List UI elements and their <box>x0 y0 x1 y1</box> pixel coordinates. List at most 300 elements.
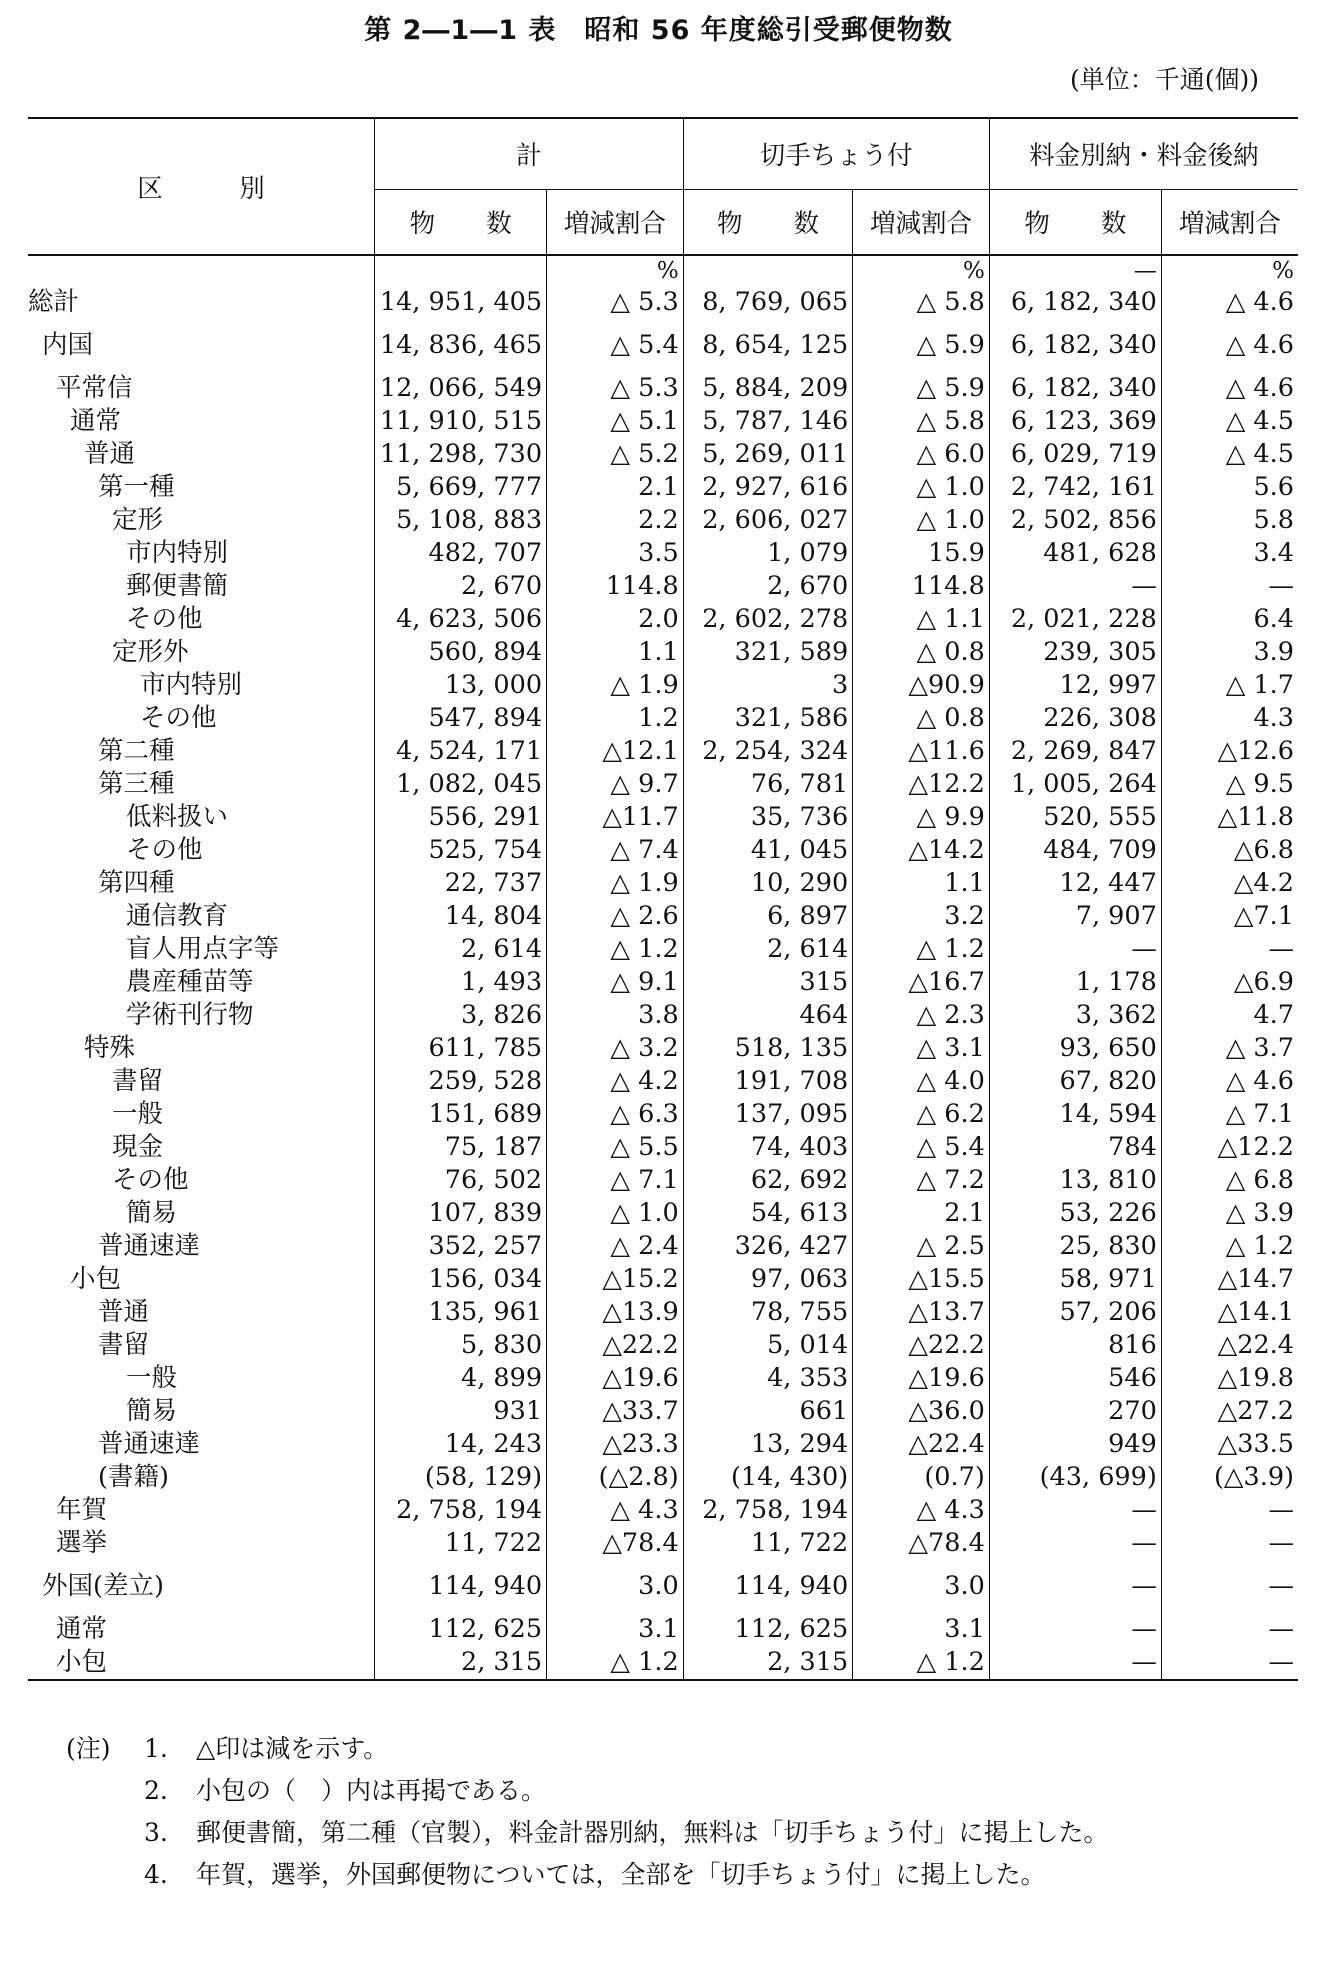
count-cell: 5, 884, 209 <box>683 362 852 405</box>
ratio-cell: 2.2 <box>547 504 684 537</box>
count-cell: 2, 315 <box>375 1646 547 1680</box>
row-category <box>28 801 375 834</box>
ratio-cell: 2.1 <box>853 1197 990 1230</box>
table-row <box>28 1494 1298 1527</box>
unit-label: (単位：千通(個)) <box>1069 65 1259 94</box>
count-cell: 11, 722 <box>683 1527 852 1560</box>
ratio-cell: — <box>1161 570 1298 603</box>
ratio-cell: △ 6.8 <box>1161 1164 1298 1197</box>
count-cell: 2, 606, 027 <box>683 504 852 537</box>
table-row <box>28 1131 1298 1164</box>
ratio-cell: △ 4.6 <box>1161 286 1298 319</box>
count-cell: 35, 736 <box>683 801 852 834</box>
ratio-cell: △ 1.2 <box>1161 1230 1298 1263</box>
percent-unit-row <box>28 255 1298 286</box>
ratio-cell: △33.7 <box>547 1395 684 1428</box>
ratio-cell: △78.4 <box>547 1527 684 1560</box>
row-label: 普通速達 <box>98 1231 201 1261</box>
count-cell: 5, 787, 146 <box>683 405 852 438</box>
count-cell: 2, 602, 278 <box>683 603 852 636</box>
count-cell: 2, 254, 324 <box>683 735 852 768</box>
count-header: 物 数 <box>683 190 852 256</box>
table-row <box>28 1065 1298 1098</box>
ratio-cell: — <box>1161 1494 1298 1527</box>
count-cell: 7, 907 <box>989 900 1161 933</box>
row-category <box>28 834 375 867</box>
row-label: 通常 <box>70 406 122 436</box>
row-category <box>28 1646 375 1680</box>
ratio-cell: △ 6.2 <box>853 1098 990 1131</box>
ratio-cell: 114.8 <box>547 570 684 603</box>
ratio-cell: △ 4.3 <box>547 1494 684 1527</box>
ratio-cell: △ 5.4 <box>547 319 684 362</box>
row-category <box>28 1329 375 1362</box>
row-label: 学術刊行物 <box>126 1000 254 1030</box>
count-cell: 3 <box>683 669 852 702</box>
ratio-cell: △ 3.1 <box>853 1032 990 1065</box>
count-cell: 5, 108, 883 <box>375 504 547 537</box>
count-cell: 560, 894 <box>375 636 547 669</box>
row-label: 盲人用点字等 <box>126 934 280 964</box>
row-category <box>28 405 375 438</box>
ratio-cell: △ 4.3 <box>853 1494 990 1527</box>
count-cell: 611, 785 <box>375 1032 547 1065</box>
count-cell: 661 <box>683 1395 852 1428</box>
ratio-cell: △19.6 <box>853 1362 990 1395</box>
statistics-table <box>28 117 1298 1681</box>
count-cell: 76, 781 <box>683 768 852 801</box>
count-cell: 57, 206 <box>989 1296 1161 1329</box>
ratio-cell: △22.2 <box>853 1329 990 1362</box>
count-cell: 25, 830 <box>989 1230 1161 1263</box>
ratio-cell: △15.5 <box>853 1263 990 1296</box>
separate-payment-group-header: 料金別納・料金後納 <box>989 118 1298 190</box>
row-label: 普通 <box>98 1297 150 1327</box>
count-cell: 8, 654, 125 <box>683 319 852 362</box>
count-cell: 270 <box>989 1395 1161 1428</box>
table-row <box>28 867 1298 900</box>
count-cell: 75, 187 <box>375 1131 547 1164</box>
row-label: 現金 <box>112 1132 164 1162</box>
count-cell: 2, 614 <box>375 933 547 966</box>
count-cell: 13, 810 <box>989 1164 1161 1197</box>
ratio-cell: △4.2 <box>1161 867 1298 900</box>
count-cell: 11, 722 <box>375 1527 547 1560</box>
ratio-header: 増減割合 <box>1161 190 1298 256</box>
ratio-cell: △ 2.6 <box>547 900 684 933</box>
count-cell: 6, 182, 340 <box>989 319 1161 362</box>
count-cell: 4, 899 <box>375 1362 547 1395</box>
ratio-cell: △ 5.8 <box>853 286 990 319</box>
count-cell: 54, 613 <box>683 1197 852 1230</box>
ratio-cell: △6.9 <box>1161 966 1298 999</box>
note-text: 小包の（ ）内は再掲である。 <box>196 1776 547 1805</box>
count-cell: 76, 502 <box>375 1164 547 1197</box>
row-category <box>28 900 375 933</box>
ratio-cell: △16.7 <box>853 966 990 999</box>
row-category <box>28 999 375 1032</box>
row-category <box>28 966 375 999</box>
count-cell: 2, 614 <box>683 933 852 966</box>
count-cell: 556, 291 <box>375 801 547 834</box>
row-category <box>28 1263 375 1296</box>
ratio-cell: △ 5.8 <box>853 405 990 438</box>
note-number: 3. <box>144 1818 168 1847</box>
table-body <box>28 255 1298 1680</box>
row-label: 簡易 <box>126 1396 178 1426</box>
row-category <box>28 702 375 735</box>
ratio-cell: △ 1.1 <box>853 603 990 636</box>
count-cell: — <box>989 1603 1161 1646</box>
table-row <box>28 999 1298 1032</box>
ratio-cell: △14.2 <box>853 834 990 867</box>
ratio-cell: △ 1.9 <box>547 669 684 702</box>
ratio-cell: 5.8 <box>1161 504 1298 537</box>
count-cell: (14, 430) <box>683 1461 852 1494</box>
row-label: その他 <box>126 604 203 634</box>
ratio-cell: △ 6.3 <box>547 1098 684 1131</box>
ratio-cell: 3.0 <box>547 1560 684 1603</box>
row-category <box>28 1362 375 1395</box>
ratio-cell: 3.4 <box>1161 537 1298 570</box>
count-cell: 93, 650 <box>989 1032 1161 1065</box>
ratio-cell: △ 4.0 <box>853 1065 990 1098</box>
ratio-cell: △ 9.1 <box>547 966 684 999</box>
table-row <box>28 603 1298 636</box>
count-cell: 6, 182, 340 <box>989 362 1161 405</box>
count-cell: 6, 029, 719 <box>989 438 1161 471</box>
count-cell: 321, 586 <box>683 702 852 735</box>
count-cell: 13, 000 <box>375 669 547 702</box>
count-cell: 1, 079 <box>683 537 852 570</box>
ratio-cell: △33.5 <box>1161 1428 1298 1461</box>
percent-unit: % <box>853 255 990 286</box>
count-cell: 14, 804 <box>375 900 547 933</box>
count-cell: 11, 910, 515 <box>375 405 547 438</box>
table-row <box>28 1461 1298 1494</box>
row-category <box>28 362 375 405</box>
count-cell: 5, 669, 777 <box>375 471 547 504</box>
count-cell: 321, 589 <box>683 636 852 669</box>
note-number: 4. <box>144 1860 168 1889</box>
ratio-cell: △27.2 <box>1161 1395 1298 1428</box>
ratio-cell: △ 1.2 <box>853 933 990 966</box>
count-cell: 784 <box>989 1131 1161 1164</box>
ratio-cell: △23.3 <box>547 1428 684 1461</box>
ratio-cell: 3.9 <box>1161 636 1298 669</box>
ratio-cell: △ 0.8 <box>853 636 990 669</box>
count-cell: 6, 897 <box>683 900 852 933</box>
row-label: 選挙 <box>56 1528 108 1558</box>
row-category <box>28 1032 375 1065</box>
count-cell: — <box>989 1494 1161 1527</box>
row-category <box>28 1296 375 1329</box>
count-cell: 5, 830 <box>375 1329 547 1362</box>
ratio-cell: △ 5.9 <box>853 319 990 362</box>
ratio-cell: △ 7.4 <box>547 834 684 867</box>
ratio-cell: △ 1.2 <box>853 1646 990 1680</box>
count-cell: 11, 298, 730 <box>375 438 547 471</box>
ratio-cell: — <box>1161 933 1298 966</box>
ratio-cell: 5.6 <box>1161 471 1298 504</box>
ratio-cell: 4.3 <box>1161 702 1298 735</box>
percent-unit: % <box>547 255 684 286</box>
count-cell: 2, 758, 194 <box>683 1494 852 1527</box>
ratio-cell: 2.1 <box>547 471 684 504</box>
ratio-cell: △ 7.1 <box>1161 1098 1298 1131</box>
row-category <box>28 1428 375 1461</box>
ratio-cell: △ 5.4 <box>853 1131 990 1164</box>
row-label: 通常 <box>56 1614 108 1644</box>
table-row <box>28 1329 1298 1362</box>
table-row <box>28 504 1298 537</box>
note-item <box>66 1770 1296 1812</box>
count-cell: 2, 269, 847 <box>989 735 1161 768</box>
count-cell: 5, 014 <box>683 1329 852 1362</box>
ratio-cell: △ 5.2 <box>547 438 684 471</box>
ratio-cell: △ 3.7 <box>1161 1032 1298 1065</box>
count-cell: 546 <box>989 1362 1161 1395</box>
count-cell: 114, 940 <box>683 1560 852 1603</box>
ratio-cell: △ 7.1 <box>547 1164 684 1197</box>
ratio-cell: △ 5.5 <box>547 1131 684 1164</box>
table-row <box>28 1527 1298 1560</box>
ratio-cell: △12.6 <box>1161 735 1298 768</box>
ratio-cell: △ 5.3 <box>547 362 684 405</box>
count-cell: 464 <box>683 999 852 1032</box>
ratio-cell: △14.1 <box>1161 1296 1298 1329</box>
ratio-cell: 1.1 <box>853 867 990 900</box>
ratio-cell: △ 3.2 <box>547 1032 684 1065</box>
ratio-cell: △ 9.7 <box>547 768 684 801</box>
ratio-cell: △22.4 <box>1161 1329 1298 1362</box>
count-cell: 239, 305 <box>989 636 1161 669</box>
table-row <box>28 537 1298 570</box>
count-cell: 53, 226 <box>989 1197 1161 1230</box>
count-cell: 326, 427 <box>683 1230 852 1263</box>
table-row <box>28 1603 1298 1646</box>
count-cell: 14, 594 <box>989 1098 1161 1131</box>
count-cell: 3, 362 <box>989 999 1161 1032</box>
row-label: 一般 <box>112 1099 164 1129</box>
count-cell: 4, 623, 506 <box>375 603 547 636</box>
row-category <box>28 669 375 702</box>
table-row <box>28 1362 1298 1395</box>
ratio-cell: △19.6 <box>547 1362 684 1395</box>
ratio-cell: △11.7 <box>547 801 684 834</box>
row-category <box>28 603 375 636</box>
note-text: 年賀，選挙，外国郵便物については，全部を「切手ちょう付」に掲上した。 <box>196 1860 1046 1889</box>
row-label: 通信教育 <box>126 901 229 931</box>
ratio-cell: 3.1 <box>547 1603 684 1646</box>
row-category <box>28 471 375 504</box>
ratio-cell: △ 4.6 <box>1161 1065 1298 1098</box>
count-cell: 12, 066, 549 <box>375 362 547 405</box>
table-row <box>28 1428 1298 1461</box>
table-row <box>28 933 1298 966</box>
row-label: 普通 <box>84 439 136 469</box>
row-label: 書留 <box>112 1066 164 1096</box>
row-label: 総計 <box>28 287 80 317</box>
row-category <box>28 636 375 669</box>
table-row <box>28 1230 1298 1263</box>
count-cell: 13, 294 <box>683 1428 852 1461</box>
table-title: 第 2―1―1 表 昭和 56 年度総引受郵便物数 <box>364 15 953 46</box>
ratio-cell: △78.4 <box>853 1527 990 1560</box>
row-label: 特殊 <box>84 1033 136 1063</box>
ratio-cell: (△2.8) <box>547 1461 684 1494</box>
count-cell: 484, 709 <box>989 834 1161 867</box>
row-label: 普通速達 <box>98 1429 201 1459</box>
ratio-cell: — <box>1161 1646 1298 1680</box>
ratio-cell: △ 5.9 <box>853 362 990 405</box>
count-cell: 259, 528 <box>375 1065 547 1098</box>
ratio-cell: △ 4.5 <box>1161 438 1298 471</box>
ratio-cell: 3.1 <box>853 1603 990 1646</box>
ratio-cell: △ 4.5 <box>1161 405 1298 438</box>
table-row <box>28 1032 1298 1065</box>
ratio-cell: 1.1 <box>547 636 684 669</box>
ratio-cell: △ 6.0 <box>853 438 990 471</box>
row-category <box>28 1560 375 1603</box>
row-label: 第一種 <box>98 472 175 502</box>
ratio-cell: △11.8 <box>1161 801 1298 834</box>
stamp-group-header: 切手ちょう付 <box>683 118 989 190</box>
row-category <box>28 1098 375 1131</box>
note-number: 2. <box>144 1776 168 1805</box>
count-cell: 949 <box>989 1428 1161 1461</box>
count-cell: 1, 493 <box>375 966 547 999</box>
count-cell: 12, 447 <box>989 867 1161 900</box>
row-label: 書留 <box>98 1330 150 1360</box>
ratio-cell: △14.7 <box>1161 1263 1298 1296</box>
row-label: 定形 <box>112 505 164 535</box>
notes-section <box>66 1728 1296 1896</box>
ratio-cell: △11.6 <box>853 735 990 768</box>
row-label: 第二種 <box>98 736 175 766</box>
ratio-cell: △ 1.7 <box>1161 669 1298 702</box>
row-label: 低料扱い <box>126 802 229 832</box>
table-row <box>28 1646 1298 1680</box>
ratio-cell: △ 4.6 <box>1161 362 1298 405</box>
row-label: 第四種 <box>98 868 175 898</box>
count-cell: 482, 707 <box>375 537 547 570</box>
ratio-cell: △ 5.1 <box>547 405 684 438</box>
row-category <box>28 319 375 362</box>
row-category <box>28 286 375 319</box>
count-cell: 547, 894 <box>375 702 547 735</box>
ratio-cell: 4.7 <box>1161 999 1298 1032</box>
count-cell: (58, 129) <box>375 1461 547 1494</box>
count-cell: 114, 940 <box>375 1560 547 1603</box>
row-category <box>28 867 375 900</box>
row-category <box>28 735 375 768</box>
ratio-cell: — <box>1161 1527 1298 1560</box>
row-label: 第三種 <box>98 769 175 799</box>
table-row <box>28 636 1298 669</box>
count-cell: 14, 243 <box>375 1428 547 1461</box>
count-cell: 3, 826 <box>375 999 547 1032</box>
count-cell: 2, 502, 856 <box>989 504 1161 537</box>
count-header: 物 数 <box>375 190 547 256</box>
ratio-cell: △13.7 <box>853 1296 990 1329</box>
ratio-cell: △ 0.8 <box>853 702 990 735</box>
row-category <box>28 768 375 801</box>
ratio-cell: △ 7.2 <box>853 1164 990 1197</box>
row-category <box>28 1395 375 1428</box>
ratio-cell: △ 5.3 <box>547 286 684 319</box>
table-row <box>28 1197 1298 1230</box>
count-cell: — <box>989 933 1161 966</box>
count-cell: 74, 403 <box>683 1131 852 1164</box>
count-cell: 137, 095 <box>683 1098 852 1131</box>
count-cell: 6, 182, 340 <box>989 286 1161 319</box>
count-cell: 10, 290 <box>683 867 852 900</box>
row-label: 一般 <box>126 1363 178 1393</box>
ratio-cell: △ 1.9 <box>547 867 684 900</box>
count-cell: 2, 021, 228 <box>989 603 1161 636</box>
count-cell: 4, 353 <box>683 1362 852 1395</box>
count-cell: 191, 708 <box>683 1065 852 1098</box>
count-cell: 2, 927, 616 <box>683 471 852 504</box>
table-row <box>28 570 1298 603</box>
row-label: 平常信 <box>56 373 133 403</box>
total-group-header: 計 <box>375 118 684 190</box>
ratio-cell: 1.2 <box>547 702 684 735</box>
count-cell: 2, 670 <box>683 570 852 603</box>
count-cell: 97, 063 <box>683 1263 852 1296</box>
count-cell: — <box>989 1527 1161 1560</box>
ratio-cell: △ 2.5 <box>853 1230 990 1263</box>
count-cell: (43, 699) <box>989 1461 1161 1494</box>
count-cell: 816 <box>989 1329 1161 1362</box>
ratio-cell: △ 1.0 <box>853 504 990 537</box>
table-row <box>28 1395 1298 1428</box>
ratio-cell: 6.4 <box>1161 603 1298 636</box>
count-cell: 58, 971 <box>989 1263 1161 1296</box>
ratio-cell: △7.1 <box>1161 900 1298 933</box>
count-cell: 14, 951, 405 <box>375 286 547 319</box>
row-category <box>28 1164 375 1197</box>
count-cell: 931 <box>375 1395 547 1428</box>
table-row <box>28 834 1298 867</box>
category-header: 区 別 <box>28 118 375 255</box>
row-label: 市内特別 <box>126 538 229 568</box>
ratio-cell: 114.8 <box>853 570 990 603</box>
row-category <box>28 1461 375 1494</box>
ratio-cell: 3.2 <box>853 900 990 933</box>
table-row <box>28 1560 1298 1603</box>
table-row <box>28 801 1298 834</box>
count-cell: 1, 082, 045 <box>375 768 547 801</box>
count-cell: 520, 555 <box>989 801 1161 834</box>
ratio-cell: (△3.9) <box>1161 1461 1298 1494</box>
table-row <box>28 702 1298 735</box>
row-category <box>28 1527 375 1560</box>
count-cell: 1, 005, 264 <box>989 768 1161 801</box>
ratio-cell: 15.9 <box>853 537 990 570</box>
table-row <box>28 471 1298 504</box>
table-row <box>28 669 1298 702</box>
table-row <box>28 1263 1298 1296</box>
ratio-cell: △22.2 <box>547 1329 684 1362</box>
row-label: 郵便書簡 <box>126 571 229 601</box>
ratio-cell: △15.2 <box>547 1263 684 1296</box>
ratio-cell: △12.2 <box>853 768 990 801</box>
row-label: その他 <box>126 835 203 865</box>
count-cell: 2, 742, 161 <box>989 471 1161 504</box>
ratio-cell: 3.0 <box>853 1560 990 1603</box>
